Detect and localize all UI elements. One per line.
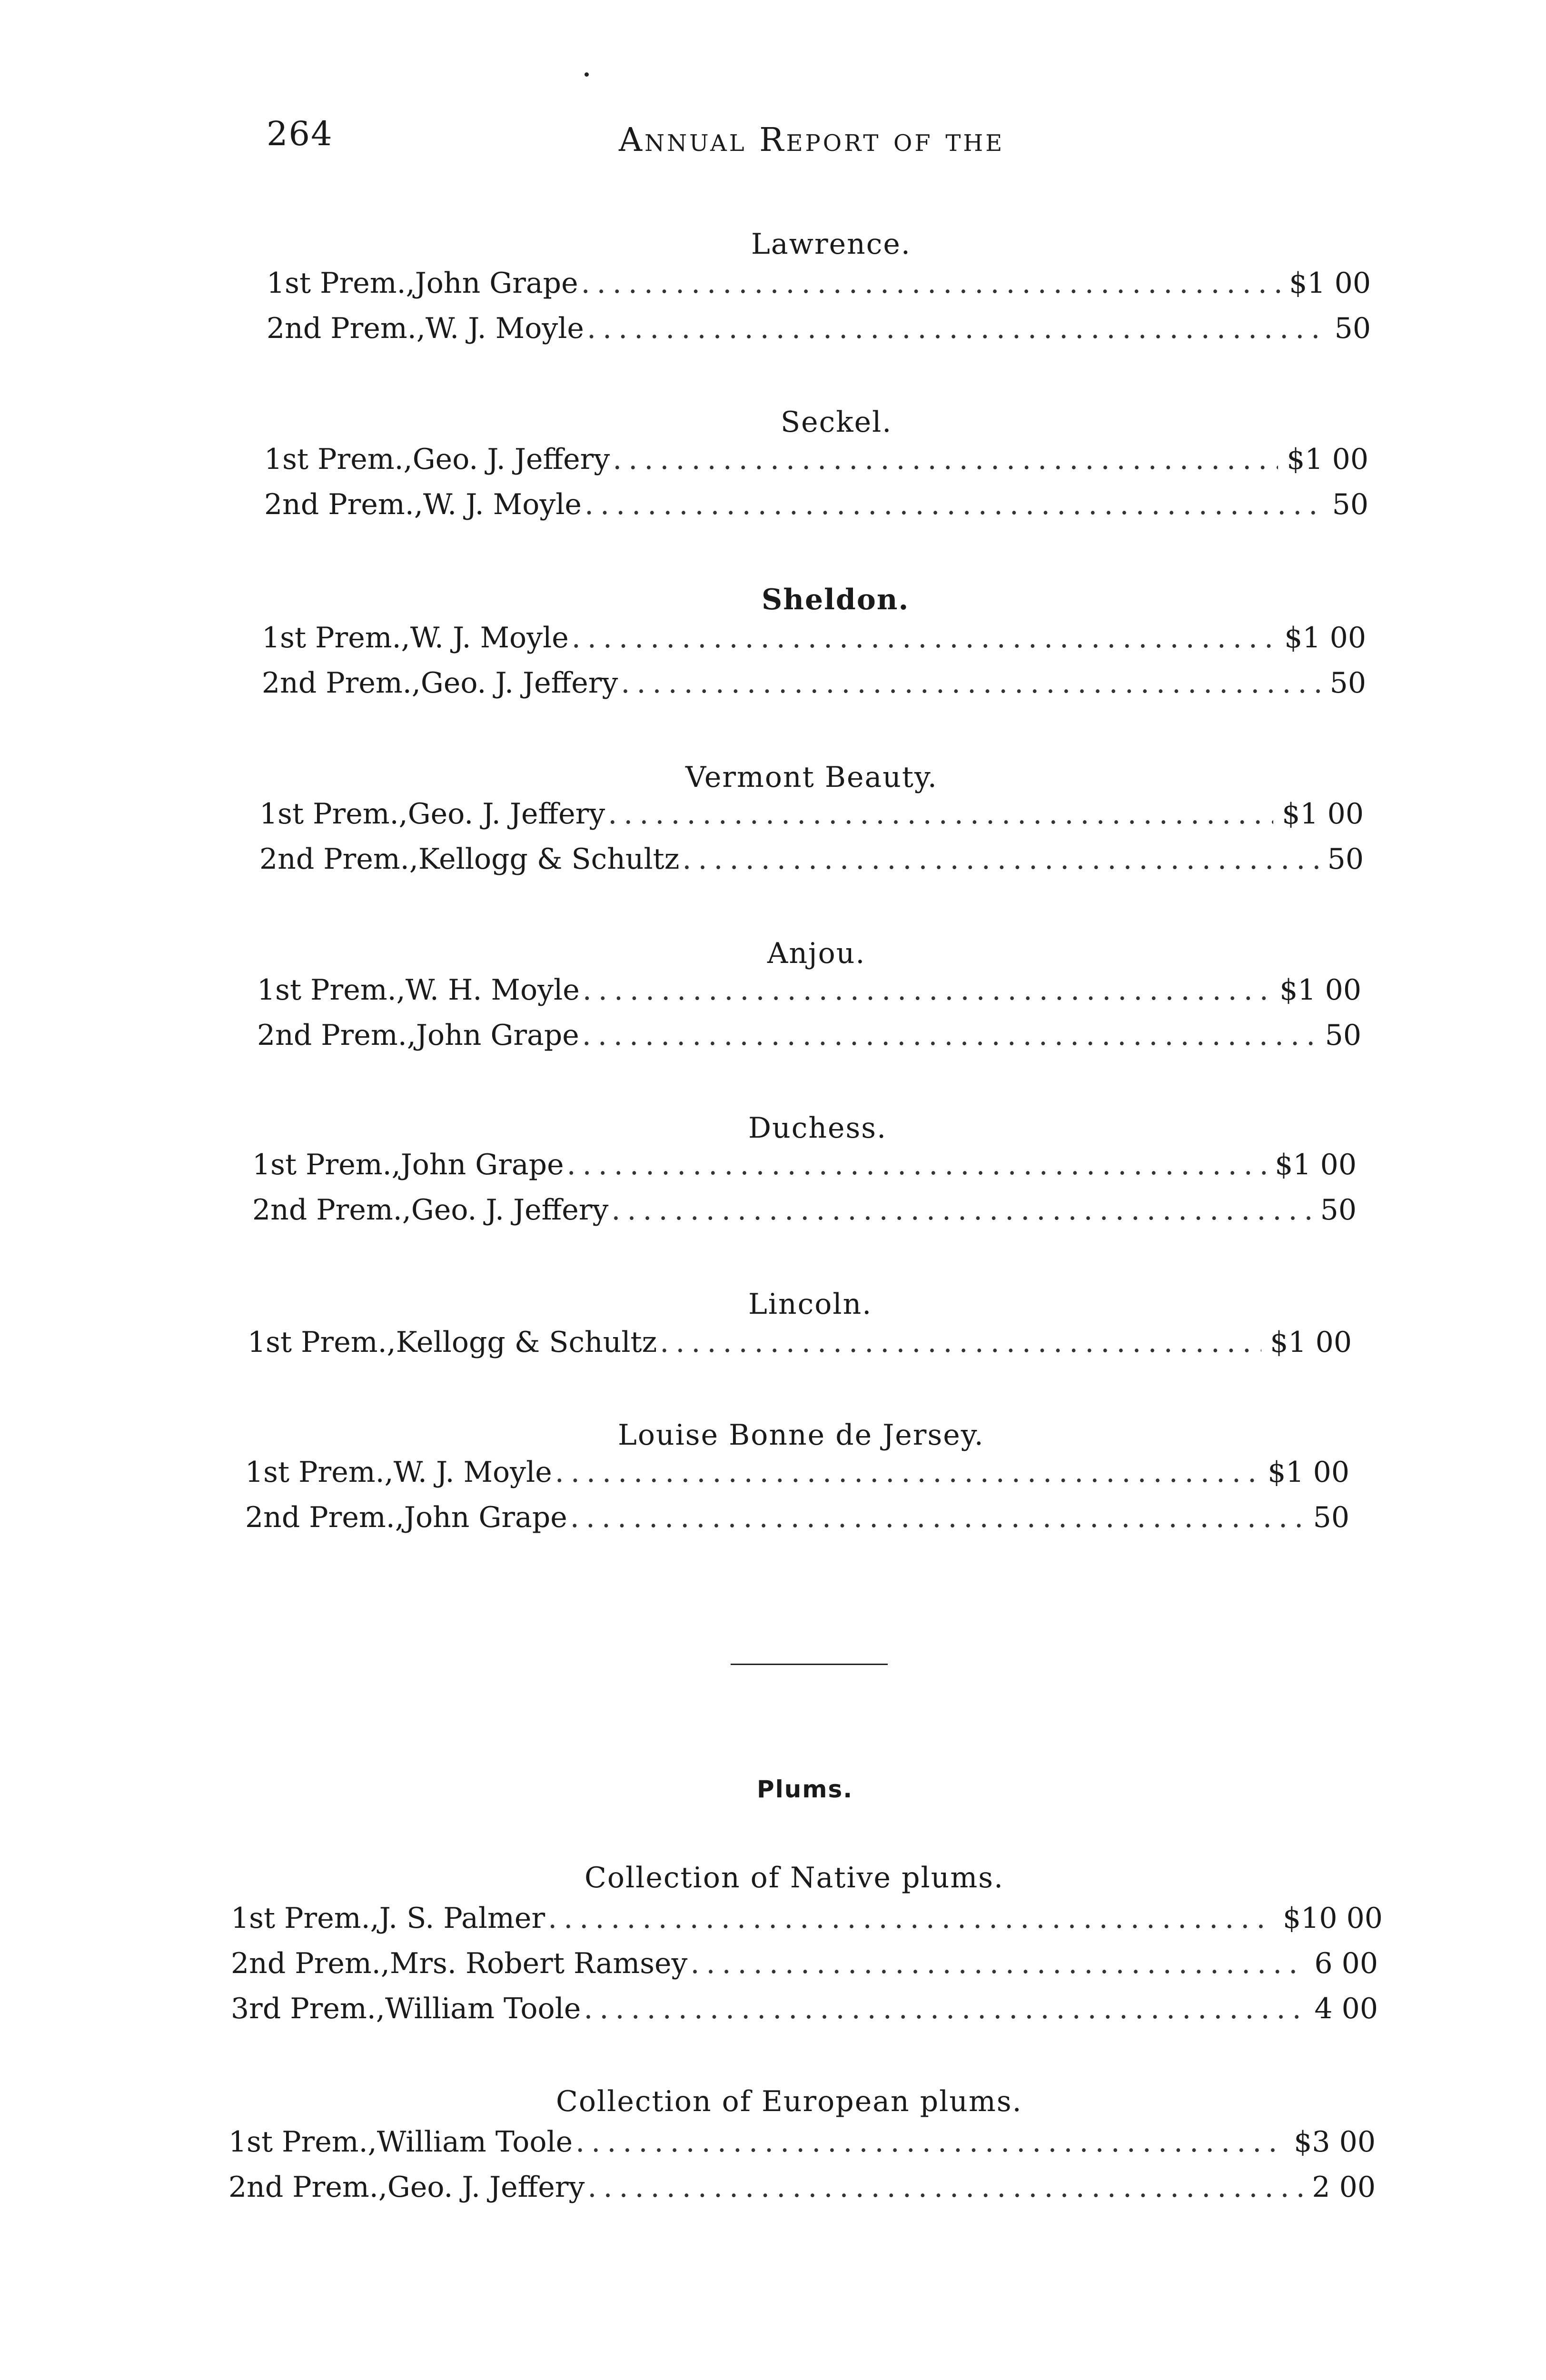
prize-row <box>228 2125 1376 2168</box>
dot-leader <box>660 1326 1261 1359</box>
variety-heading: Anjou. <box>767 937 866 970</box>
prize-row <box>259 797 1364 840</box>
prize-row <box>228 2171 1376 2213</box>
winner-name: William Toole <box>377 2125 573 2159</box>
prize-amount: 50 <box>1334 312 1371 345</box>
running-head: Annual Report of the <box>619 121 1005 159</box>
prize-row <box>245 1456 1349 1498</box>
prize-rank: 2nd Prem., <box>231 1947 390 1980</box>
prize-rank: 1st Prem., <box>259 797 408 831</box>
dot-leader <box>582 1019 1317 1052</box>
dot-leader <box>682 843 1318 876</box>
winner-name: J. S. Palmer <box>379 1902 545 1935</box>
section-divider <box>731 1664 888 1665</box>
prize-row <box>264 488 1368 531</box>
plums-heading: Plums. <box>757 1775 853 1803</box>
dot-leader <box>608 797 1273 831</box>
dot-leader <box>587 312 1326 345</box>
prize-row <box>231 1947 1378 1990</box>
winner-name: William Toole <box>385 1992 581 2025</box>
dot-leader <box>621 666 1321 700</box>
prize-amount: 2 00 <box>1312 2171 1376 2204</box>
dot-leader <box>555 1456 1259 1489</box>
stray-mark <box>585 72 589 77</box>
dot-leader <box>572 621 1276 654</box>
page-number: 264 <box>267 114 333 153</box>
variety-heading: Sheldon. <box>762 583 910 616</box>
winner-name: John Grape <box>404 1501 567 1534</box>
winner-name: John Grape <box>415 267 578 300</box>
prize-row <box>259 843 1364 885</box>
dot-leader <box>583 973 1271 1007</box>
dot-leader <box>611 1193 1311 1227</box>
prize-rank: 1st Prem., <box>245 1456 394 1489</box>
dot-leader <box>587 2171 1303 2204</box>
winner-name: John Grape <box>400 1148 564 1181</box>
prize-rank: 1st Prem., <box>228 2125 377 2159</box>
dot-leader <box>581 267 1281 300</box>
collection-heading: Collection of European plums. <box>556 2085 1022 2118</box>
dot-leader <box>690 1947 1306 1980</box>
prize-row <box>267 312 1371 355</box>
prize-amount: 4 00 <box>1314 1992 1378 2025</box>
prize-amount: 50 <box>1329 666 1366 700</box>
prize-amount: $10 00 <box>1283 1902 1383 1935</box>
prize-row <box>264 443 1368 486</box>
prize-rank: 1st Prem., <box>262 621 410 654</box>
dot-leader <box>570 1501 1305 1534</box>
prize-rank: 2nd Prem., <box>257 1019 416 1052</box>
prize-amount: 50 <box>1332 488 1368 521</box>
winner-name: W. J. Moyle <box>410 621 569 654</box>
prize-row <box>267 267 1371 309</box>
winner-name: W. J. Moyle <box>425 312 584 345</box>
prize-amount: 6 00 <box>1314 1947 1378 1980</box>
prize-rank: 1st Prem., <box>267 267 415 300</box>
prize-row <box>245 1501 1349 1544</box>
collection-heading: Collection of Native plums. <box>585 1861 1004 1894</box>
prize-row <box>231 1992 1378 2035</box>
prize-rank: 1st Prem., <box>248 1326 396 1359</box>
prize-amount: $1 00 <box>1270 1326 1352 1359</box>
winner-name: Mrs. Robert Ramsey <box>389 1947 688 1980</box>
prize-rank: 2nd Prem., <box>252 1193 411 1227</box>
dot-leader <box>575 2125 1285 2159</box>
prize-amount: 50 <box>1327 843 1364 876</box>
winner-name: Geo. J. Jeffery <box>412 443 610 476</box>
prize-row <box>252 1148 1357 1191</box>
variety-heading: Lincoln. <box>748 1288 872 1321</box>
prize-rank: 1st Prem., <box>257 973 406 1007</box>
prize-rank: 1st Prem., <box>264 443 413 476</box>
winner-name: Geo. J. Jeffery <box>420 666 618 700</box>
prize-amount: $1 00 <box>1282 797 1364 831</box>
prize-rank: 2nd Prem., <box>245 1501 404 1534</box>
prize-row <box>262 666 1366 709</box>
prize-row <box>248 1326 1352 1368</box>
prize-row <box>262 621 1366 664</box>
prize-rank: 2nd Prem., <box>267 312 426 345</box>
prize-row <box>252 1193 1357 1236</box>
prize-rank: 2nd Prem., <box>264 488 423 521</box>
variety-heading: Louise Bonne de Jersey. <box>618 1418 984 1452</box>
prize-amount: $1 00 <box>1279 973 1361 1007</box>
prize-rank: 3rd Prem., <box>231 1992 385 2025</box>
dot-leader <box>585 488 1324 521</box>
dot-leader <box>567 1148 1267 1181</box>
prize-row <box>257 1019 1361 1061</box>
winner-name: W. J. Moyle <box>423 488 582 521</box>
prize-amount: $1 00 <box>1268 1456 1349 1489</box>
prize-amount: 50 <box>1313 1501 1349 1534</box>
prize-rank: 2nd Prem., <box>228 2171 387 2204</box>
prize-amount: $1 00 <box>1287 443 1368 476</box>
winner-name: John Grape <box>416 1019 579 1052</box>
prize-amount: $1 00 <box>1289 267 1371 300</box>
variety-heading: Vermont Beauty. <box>685 761 938 794</box>
prize-rank: 1st Prem., <box>252 1148 401 1181</box>
winner-name: Geo. J. Jeffery <box>387 2171 585 2204</box>
prize-row <box>257 973 1361 1016</box>
prize-rank: 1st Prem., <box>231 1902 379 1935</box>
prize-row <box>231 1902 1383 1944</box>
variety-heading: Duchess. <box>748 1111 887 1145</box>
winner-name: Kellogg & Schultz <box>396 1326 657 1359</box>
prize-amount: 50 <box>1325 1019 1361 1052</box>
winner-name: W. H. Moyle <box>405 973 580 1007</box>
prize-amount: $3 00 <box>1294 2125 1376 2159</box>
prize-rank: 2nd Prem., <box>259 843 418 876</box>
variety-heading: Lawrence. <box>751 228 911 261</box>
winner-name: W. J. Moyle <box>393 1456 552 1489</box>
prize-amount: $1 00 <box>1275 1148 1357 1181</box>
winner-name: Kellogg & Schultz <box>418 843 680 876</box>
winner-name: Geo. J. Jeffery <box>407 797 605 831</box>
prize-amount: $1 00 <box>1284 621 1366 654</box>
dot-leader <box>584 1992 1306 2025</box>
winner-name: Geo. J. Jeffery <box>411 1193 609 1227</box>
dot-leader <box>548 1902 1274 1935</box>
prize-rank: 2nd Prem., <box>262 666 421 700</box>
variety-heading: Seckel. <box>781 406 892 439</box>
dot-leader <box>613 443 1278 476</box>
prize-amount: 50 <box>1320 1193 1357 1227</box>
